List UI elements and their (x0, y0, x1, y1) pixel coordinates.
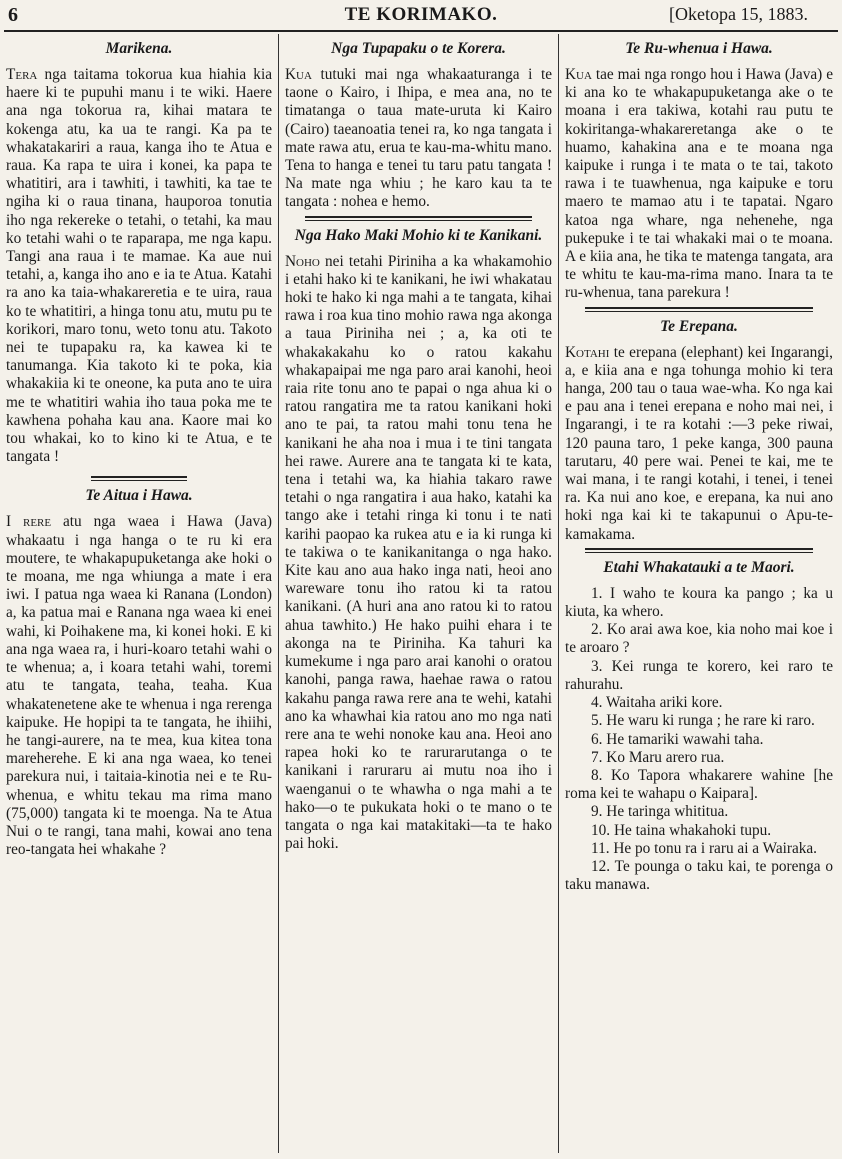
header-rule (4, 30, 838, 32)
article-aitua (6, 487, 272, 859)
lead-word: Kua (565, 66, 592, 83)
article-body (285, 66, 552, 212)
proverb-item: 1. I waho te koura ka pango ; ka u kiuta, ka whero. (565, 584, 833, 621)
section-divider (585, 307, 813, 312)
column-2 (285, 34, 552, 1153)
article-body (6, 513, 272, 859)
proverb-item: 11. He po tonu ra i raru ai a Wairaka. (591, 839, 818, 857)
proverb-list (565, 585, 833, 894)
column-1 (6, 34, 272, 1153)
proverb-item: 10. He taina whakahoki tupu. (591, 821, 772, 839)
article-heading: Nga Hako Maki Mohio ki te Kanikani. (294, 226, 543, 244)
proverb-item: 6. He tamariki wawahi taha. (591, 730, 764, 748)
article-ru-whenua (565, 40, 833, 303)
proverb-item: 5. He waru ki runga ; he rare ki raro. (591, 712, 815, 730)
proverb-item: 2. Ko arai awa koe, kia noho mai koe i te aroaro ? (565, 621, 833, 657)
lead-word: Kua (285, 66, 312, 83)
proverb-item: 3. Kei runga te korero, kei raro te rahurahu. (565, 657, 833, 693)
article-body (565, 344, 833, 544)
page-number: 6 (8, 4, 18, 26)
section-divider (91, 476, 187, 481)
lead-word: Tera (6, 66, 38, 83)
proverb-item: 12. Te pounga o taku kai, te porenga o taku manawa. (565, 857, 833, 894)
article-tupapaku (285, 40, 552, 212)
section-divider (585, 548, 813, 553)
article-heading: Marikena. (105, 40, 173, 57)
page-header (0, 0, 842, 30)
column-3 (565, 34, 833, 1153)
article-body (6, 66, 272, 466)
lead-word: Kotahi (565, 343, 610, 361)
section-divider (305, 216, 532, 221)
lead-word: Noho (285, 252, 320, 270)
article-text: atu nga waea i Hawa (Java) whakaatu i nga hanga o te ru ki era moutere, te whakapupuketanga ake hoki o te moana, me nga whiunga a mate i era iwi. I patua nga waea ki Ranana (London) a, ka patua mai e Ranana nga waea ki enei wahi, ki Poihakene ma, ki konei hoki. E ki ana nga waea ra, i huri-koaro tetahi wahi o te whenua; a, i koara tetahi wahi, toremi atu te tangata, teaha, teaha. Kua whakatenetene ake te whenua i nga rerenga kaipuke. He hopipi ta te tangata, he ihiihi, he tangi-aurere, na te mea, kua kitea tona mareherehe. E ki ana nga waea, ko tenei parekura nui, i taitaia-kinotia nei e te Ru-whenua, e whitu tekau ma rima mano (75,000) tangata ki te moenga. Na te Atua Nui o te rangi, tana mahi, kowai ano tena reo-tangata hei whakahe ? (6, 513, 272, 859)
proverb-item: 9. He taringa whititua. (591, 803, 729, 821)
article-heading: Te Ru-whenua i Hawa. (625, 40, 773, 57)
proverb-item: 7. Ko Maru arero rua. (591, 748, 725, 766)
proverb-item: 4. Waitaha ariki kore. (591, 694, 723, 712)
article-text: nei tetahi Piriniha a ka whakamohio i etahi hako ki te kanikani, he iwi whakatau hoki te hako ki nga mahi a te tangata, kihai rawa i roa kua tino mohio rawa nga akonga a taua Piriniha nei ; a, ka oti te whakakakahu ko o ratou kakahu whakapaipai me nga paro arai kanohi, heoi raia rite tonu ano te papai o nga ahua ki o ratou rangatira me ta ratou kanikani hoki ano te pai, ta ratou mahi tonu tena he kanikani he aha noa i mua i te tini tangata hei rawe. Aurere ana te tangata ki te kata, tena i tetahi wa, ka hiahia takaro rawe tetahi o nga rangatira i aua hako, katahi ka tango ake i tetahi ringa ki tonu i te nati karihi paopao ka rukea atu e ia ki runga ki te takiwa o te kanikanitanga o nga hako. Kite kau ano aua hako inga nati, heoi ano wareware tonu iho ratou ki ta ratou kanikani. (A huri ana ano ratou ki to ratou ahua tawhito.) He hako puihi ehara i te akonga na te Piriniha. Ka tahuri ka kumekume i nga paro arai kanohi o oratou kanohi, panga rawa, haehae rawa o ratou kakahu panga rawa rere ana te wehi, katahi ano ka whawhai kia ratou ano mo nga nati rere ana te wehi nonoke kau ana. Heoi ano rapea hoki ko te rarurarutanga o te kanikani i raruraru ai mutu noa iho i waenganui o te whawha o nga mahi a te hako—o te pukukata hoki o te mano o te tangata o nga kai matakitaki—ta te hako pai hoki. (285, 252, 552, 853)
article-heading: Nga Tupapaku o te Korera. (331, 40, 506, 57)
issue-date: [Oketopa 15, 1883. (669, 4, 808, 24)
column-divider (558, 34, 559, 1153)
article-text: tae mai nga rongo hou i Hawa (Java) e ki ana ko te whakapupuketanga ake o te moana i era takiwa, kotahi rau putu te kokiritanga-whakareretanga ake o te huamo, kahakina ana e te moana nga kaipuke i runga i te mata o te tai, takoto rawa i te tuawhenua, nga kaipuke e toru maero te mamao atu i te tapatai. Ngaro katoa nga whare, nga nehenehe, nga pukepuke i te tai whakaki mai o te moana. A e kiia ana, he tika te matenga tangata, ara te whitu te kau-ma-rima mano. Inara ta te ru-whenua, tana parekura ! (565, 66, 833, 302)
article-body (565, 66, 833, 303)
article-text: tutuki mai nga whakaaturanga i te taone o Kairo, i Ihipa, e mea ana, no te timatanga o taua mate-uruta ki Kairo (Cairo) taeanoatia tenei ra, ko nga tangata i mate rawa atu, erua te kau-ma-whitu mano. Tena to hanga e tenei tu taru patu tangata ! Na mate nga whiu ; he karo kau ta te tangata : nohea e hemo. (285, 66, 552, 211)
lead-word: I rere (6, 513, 52, 531)
article-heading: Te Erepana. (660, 317, 738, 335)
article-heading: Te Aitua i Hawa. (85, 487, 193, 505)
column-divider (278, 34, 279, 1153)
article-whakatauki (565, 559, 833, 894)
article-body (285, 253, 552, 854)
article-hako (285, 227, 552, 854)
article-erepana (565, 318, 833, 544)
article-marikena (6, 40, 272, 466)
newspaper-title: TE KORIMAKO. (344, 4, 498, 25)
article-text: nga taitama tokorua kua hiahia kia haere ki te pupuhi manu i te wiki. Haere ana nga tokorua ra, kihai matara te kokenga atu, ka ua te rangi. Ka pa te whakatakariri a raua, kanga iho te Atua e raua. Ka rapa te uira i konei, ka papa te whatitiri, ara i tawhiti, i tawhiti, ka tae te ngiha ki o raua tinana, hauporoa tonutia iho nga rekereke o tetahi, o tetahi, ka mau ko tetahi wahi o te raparapa, me nga kapu. Tangi ana raua i te mamae. Ka aue nui tetahi, a, kanga iho ano e ia te Atua. Katahi ra ano ka taia-whakareretia e te uira, raua ko te whatitiri, a hinga tonu atu, mutu pu te korikori, maro tonu, weto tonu atu. Takoto nei te tupapaku ra, ka kawea ki te tanumanga. Kia takoto ki te poka, kia whakakiia ki te oneone, ka puta ano te uira me te whatitiri wahia iho taua poka me te kawhena pohaha kau ana. Kaore mai ko tou whakai, ko to kino ki te Atua, e te tangata ! (6, 66, 272, 466)
article-text: te erepana (elephant) kei Ingarangi, a, e kiia ana e nga tohunga mohio ki tera hanga, 200 tau o taua wae-wha. Ko nga kai e pau ana i tenei erepana e noho mai nei, i Ingarangi, i te ra kotahi :—3 peke riwai, 120 pauna taro, 1 peke kanga, 300 pauna tarutaru, 40 pere wai. Penei te kai, me te wai mana, i te rangi kotahi, i tenei, i tenei ra. Ka nui ano koe, e erepana, ka nui ano hoki nga kai ki te takapunui o Apu-te-kamakama. (565, 343, 833, 543)
article-heading: Etahi Whakatauki a te Maori. (603, 558, 795, 576)
proverb-item: 8. Ko Tapora whakarere wahine [he roma kei te wahapu o Kaipara]. (565, 766, 833, 803)
